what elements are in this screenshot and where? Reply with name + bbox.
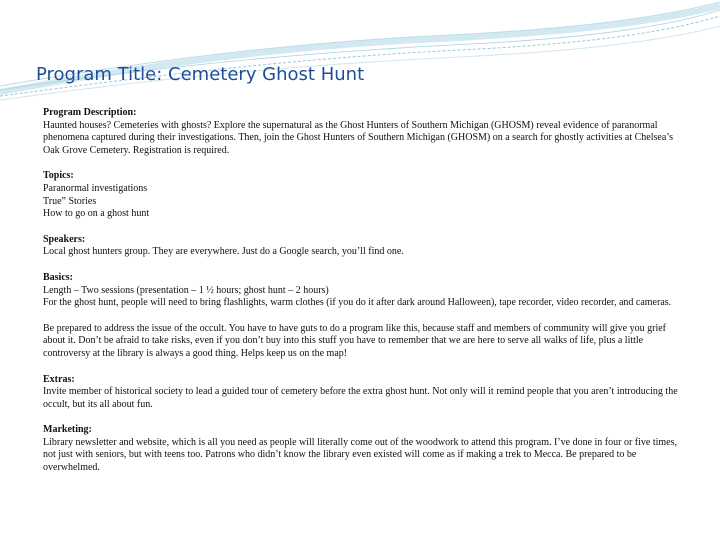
program-description-section [43, 107, 683, 157]
program-description-text: Haunted houses? Cemeteries with ghosts? Explore the supernatural as the Ghost Hunters of Southern Michigan (GHOSM) reveal evidence of paranormal phenomena captured during their investigations. Then, join the Ghost Hunters of Southern Michigan (GHOSM) on a search for ghostly activities at Chelsea’s Oak Grove Cemetery. Registration is required. [43, 119, 673, 156]
topic-item: Paranormal investigations [43, 182, 148, 194]
basics-section [43, 272, 683, 310]
extras-text: Invite member of historical society to lead a guided tour of cemetery before the extra ghost hunt. Not only will it remind people that you aren’t introducing the occult, but its all about fun. [43, 386, 678, 410]
basics-heading: Basics: [43, 271, 73, 283]
occult-section [43, 323, 683, 361]
speakers-text: Local ghost hunters group. They are everywhere. Just do a Google search, you’ll find one. [43, 246, 404, 258]
topics-section [43, 170, 683, 220]
marketing-text: Library newsletter and website, which is all you need as people will literally come out of the woodwork to attend this program. I’ve done in four or five times, not just with seniors, but with teens too. Patrons who didn’t know the library even existed will come as if making a trek to Mecca. Be prepared to be overwhelmed. [43, 436, 677, 474]
slide-title: Program Title: Cemetery Ghost Hunt [36, 64, 365, 85]
occult-text: Be prepared to address the issue of the occult. You have to have guts to do a program like this, because staff and members of community will give you grief about it. Don’t be afraid to take risks, even if you don’t buy into this stuff you have to remember that we are here to serve all walks of life, plus a little controversy at the library is always a good thing. Helps keep us on the map! [43, 322, 666, 359]
speakers-heading: Speakers: [43, 233, 86, 245]
marketing-section [43, 424, 683, 474]
program-description-heading: Program Description: [43, 107, 137, 118]
basics-length-text: Length – Two sessions (presentation – 1 ½ hours; ghost hunt – 2 hours) [43, 284, 329, 296]
topic-item: How to go on a ghost hunt [43, 208, 150, 220]
extras-section [43, 374, 683, 412]
basics-needs-text: For the ghost hunt, people will need to bring flashlights, warm clothes (if you do it after dark around Halloween), tape recorder, video recorder, and cameras. [43, 297, 672, 309]
slide-body [43, 107, 683, 488]
topics-heading: Topics: [43, 170, 74, 182]
header-wave-decoration [0, 0, 720, 110]
extras-heading: Extras: [43, 373, 75, 385]
marketing-heading: Marketing: [43, 424, 92, 436]
speakers-section [43, 234, 683, 259]
topic-item: True” Stories [43, 195, 97, 207]
